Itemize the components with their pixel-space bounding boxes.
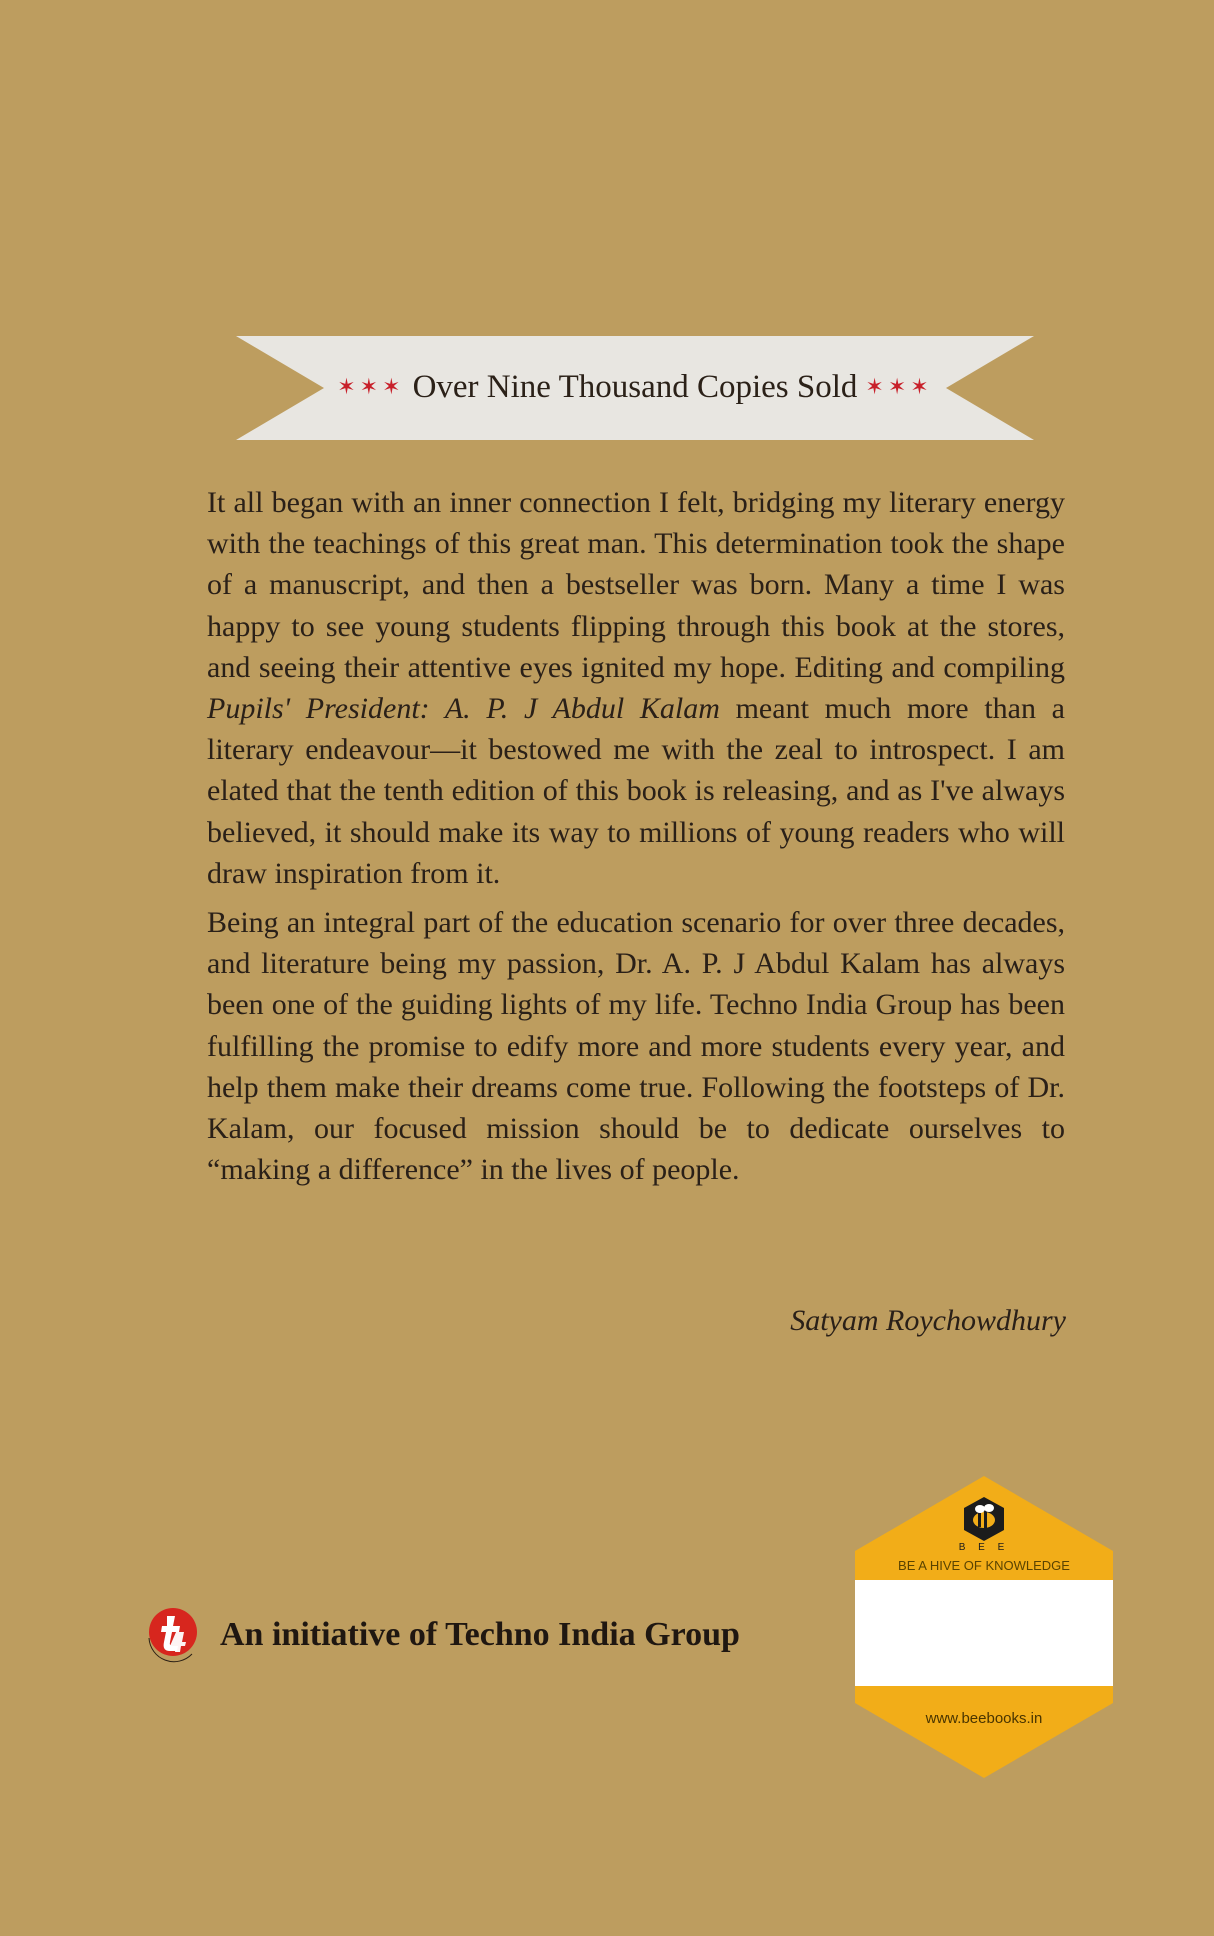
book-title: Pupils' President: A. P. J Abdul Kalam	[207, 692, 720, 726]
bee-url: www.beebooks.in	[925, 1710, 1043, 1727]
initiative-footer	[140, 1600, 740, 1670]
blurb-text	[207, 482, 1065, 1198]
stars-left-icon: ✶✶✶	[337, 374, 405, 399]
bestseller-ribbon	[236, 336, 1034, 440]
ribbon-label: Over Nine Thousand Copies Sold	[412, 369, 858, 405]
techno-india-logo-icon	[140, 1602, 206, 1668]
stars-right-icon: ✶✶✶	[865, 374, 933, 399]
ribbon-text	[236, 369, 1034, 406]
bee-tagline: BE A HIVE OF KNOWLEDGE	[898, 1558, 1070, 1573]
initiative-text: An initiative of Techno India Group	[220, 1616, 740, 1653]
bee-name: B E E	[958, 1542, 1010, 1553]
paragraph-1: It all began with an inner connection I felt, bridging my literary energy with the teachings of this great man. This determination took the shape of a manuscript, and then a bestseller was born. Many a time I was happy to see young students flipping through this book at the stores, and seeing their attentive eyes ignited my hope. Editing and compiling Pupils' President: A. P. J Abdul Kalam meant much more than a literary endeavour—it bestowed me with the zeal to introspect. I am elated that the tenth edition of this book is releasing, and as I've always believed, it should make its way to millions of young readers who will draw inspiration from it.	[207, 486, 1065, 890]
bee-logo-icon	[961, 1496, 1007, 1542]
bee-books-badge	[855, 1476, 1113, 1778]
paragraph-2: Being an integral part of the education scenario for over three decades, and literature being my passion, Dr. A. P. J Abdul Kalam has always been one of the guiding lights of my life. Techno India Group has been fulfilling the promise to edify more and more students every year, and help them make their dreams come true. Following the footsteps of Dr. Kalam, our focused mission should be to dedicate ourselves to “making a difference” in the lives of people.	[207, 906, 1065, 1187]
author-signature: Satyam Roychowdhury	[790, 1304, 1066, 1337]
